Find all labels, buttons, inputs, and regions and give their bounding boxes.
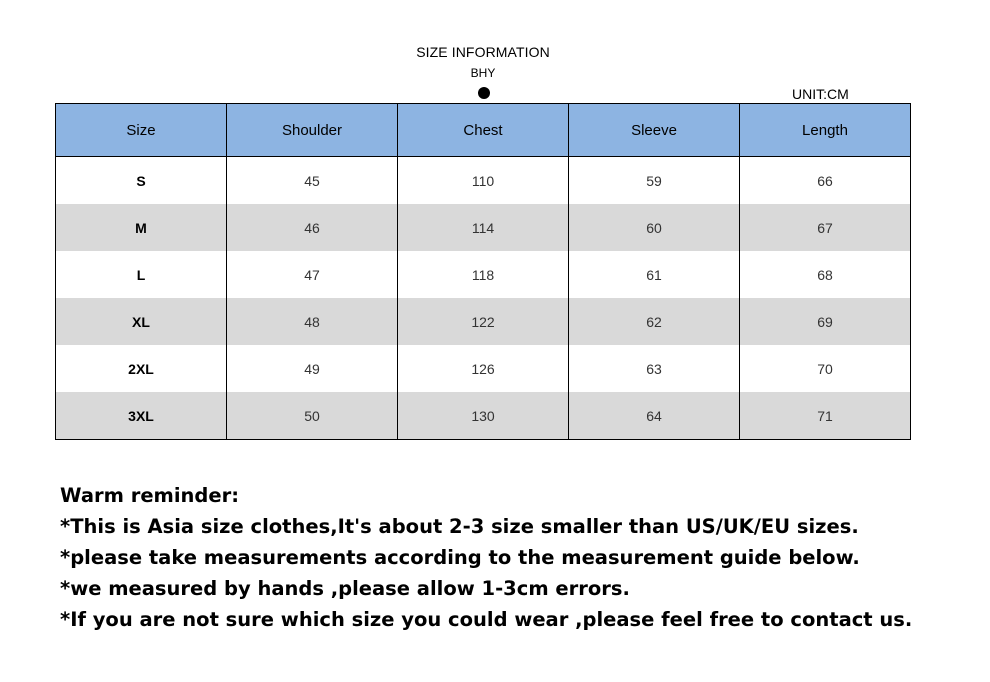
reminder-heading: Warm reminder:	[60, 484, 240, 507]
sleeve-cell: 60	[569, 204, 740, 251]
table-row	[56, 345, 911, 392]
length-cell: 71	[740, 392, 911, 440]
table-header-row	[56, 104, 911, 157]
chest-cell: 110	[398, 157, 569, 205]
length-cell: 70	[740, 345, 911, 392]
shoulder-cell: 45	[227, 157, 398, 205]
length-cell: 67	[740, 204, 911, 251]
length-cell: 66	[740, 157, 911, 205]
sleeve-cell: 61	[569, 251, 740, 298]
chest-cell: 114	[398, 204, 569, 251]
column-header-size: Size	[56, 104, 227, 157]
size-cell: L	[56, 251, 227, 298]
table-row	[56, 204, 911, 251]
page-title: SIZE INFORMATION	[416, 44, 550, 60]
shoulder-cell: 49	[227, 345, 398, 392]
shoulder-cell: 50	[227, 392, 398, 440]
shoulder-cell: 46	[227, 204, 398, 251]
size-cell: M	[56, 204, 227, 251]
warm-reminder-block	[60, 480, 912, 635]
size-cell: S	[56, 157, 227, 205]
shoulder-cell: 47	[227, 251, 398, 298]
length-cell: 69	[740, 298, 911, 345]
chest-cell: 126	[398, 345, 569, 392]
chest-cell: 118	[398, 251, 569, 298]
size-cell: 3XL	[56, 392, 227, 440]
sleeve-cell: 64	[569, 392, 740, 440]
column-header-sleeve: Sleeve	[569, 104, 740, 157]
reminder-line: *please take measurements according to the measurement guide below.	[60, 546, 860, 569]
table-row	[56, 298, 911, 345]
column-header-length: Length	[740, 104, 911, 157]
table-row	[56, 157, 911, 205]
table-row	[56, 392, 911, 440]
brand-label: BHY	[470, 66, 496, 80]
size-cell: XL	[56, 298, 227, 345]
reminder-line: *This is Asia size clothes,It's about 2-3 size smaller than US/UK/EU sizes.	[60, 515, 859, 538]
column-header-chest: Chest	[398, 104, 569, 157]
column-header-shoulder: Shoulder	[227, 104, 398, 157]
sleeve-cell: 59	[569, 157, 740, 205]
sleeve-cell: 63	[569, 345, 740, 392]
shoulder-cell: 48	[227, 298, 398, 345]
reminder-line: *we measured by hands ,please allow 1-3cm errors.	[60, 577, 630, 600]
chest-cell: 130	[398, 392, 569, 440]
table-row	[56, 251, 911, 298]
sleeve-cell: 62	[569, 298, 740, 345]
chest-cell: 122	[398, 298, 569, 345]
size-cell: 2XL	[56, 345, 227, 392]
bullet-dot-icon	[478, 87, 490, 99]
size-chart-table	[55, 103, 911, 440]
unit-label: UNIT:CM	[792, 86, 849, 102]
length-cell: 68	[740, 251, 911, 298]
reminder-line: *If you are not sure which size you could wear ,please feel free to contact us.	[60, 608, 913, 631]
